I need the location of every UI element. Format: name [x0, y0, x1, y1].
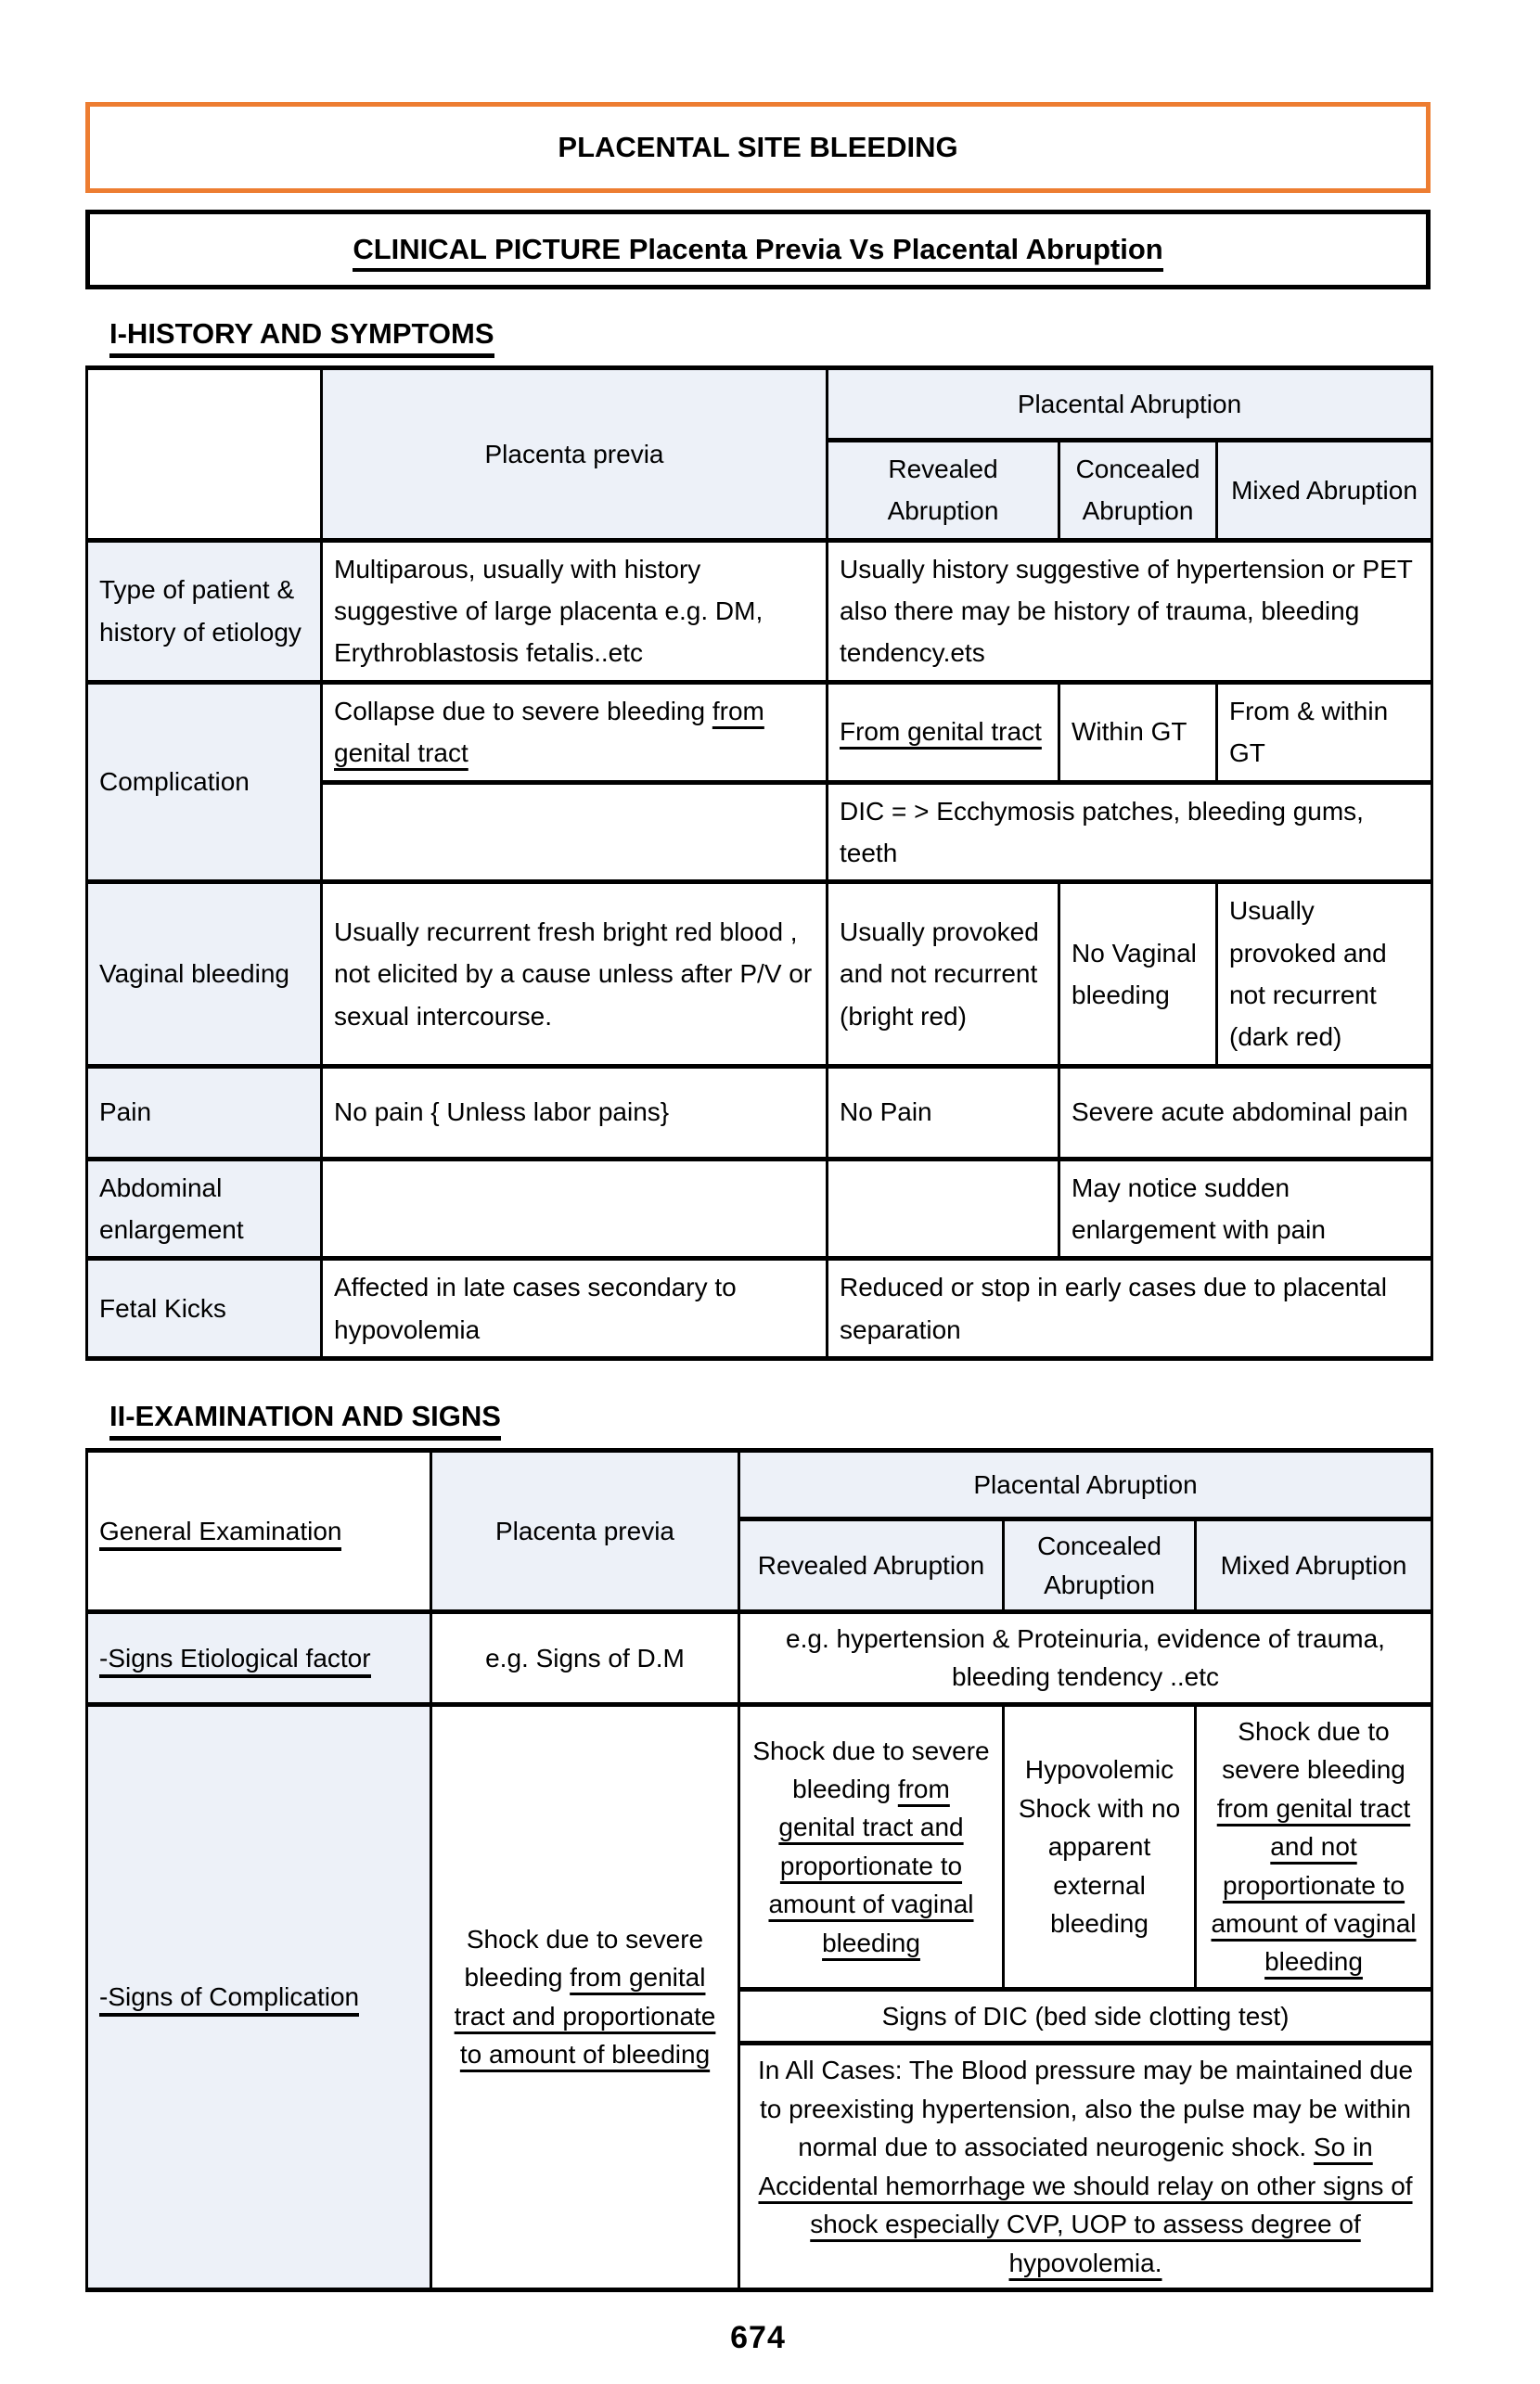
- t1-header-revealed: Revealed Abruption: [828, 441, 1059, 541]
- t1-row-complication-label: Complication: [87, 682, 322, 881]
- t1-abdominal-previa-cell: [322, 1159, 828, 1259]
- t1-header-placental-abruption: Placental Abruption: [828, 368, 1432, 441]
- t1-vaginal-concealed-cell: No Vaginal bleeding: [1059, 882, 1217, 1066]
- t2-header-concealed: Concealed Abruption: [1004, 1519, 1196, 1612]
- t2-complication-concealed-cell: Hypovolemic Shock with no apparent external bleeding: [1004, 1704, 1196, 1989]
- section-heading-examination: II-EXAMINATION AND SIGNS: [109, 1400, 1431, 1433]
- t2-etiological-abruption-cell: e.g. hypertension & Proteinuria, evidence of trauma, bleeding tendency ..etc: [739, 1611, 1432, 1704]
- history-symptoms-table: [85, 365, 1433, 1361]
- t1-fetal-previa-cell: Affected in late cases secondary to hypovolemia: [322, 1259, 828, 1359]
- t2-header-revealed: Revealed Abruption: [739, 1519, 1004, 1612]
- examination-signs-table: [85, 1448, 1433, 2292]
- t2-header-mixed: Mixed Abruption: [1196, 1519, 1432, 1612]
- t1-complication-previa-cell: Collapse due to severe bleeding from genital tract: [322, 682, 828, 782]
- t1-fetal-abruption-cell: Reduced or stop in early cases due to placental separation: [828, 1259, 1432, 1359]
- t2-complication-revealed-cell: Shock due to severe bleeding from genital tract and proportionate to amount of vaginal bleeding: [739, 1704, 1004, 1989]
- t1-vaginal-revealed-cell: Usually provoked and not recurrent (bright red): [828, 882, 1059, 1066]
- t1-header-mixed: Mixed Abruption: [1217, 441, 1432, 541]
- t1-row-vaginal-label: Vaginal bleeding: [87, 882, 322, 1066]
- t2-complication-mixed-cell: Shock due to severe bleeding from genital tract and not proportionate to amount of vaginal bleeding: [1196, 1704, 1432, 1989]
- t1-type-previa-cell: Multiparous, usually with history suggestive of large placenta e.g. DM, Erythroblastosis fetalis..etc: [322, 540, 828, 682]
- t1-complication-previa-empty-cell: [322, 782, 828, 882]
- t2-complication-all-cases-cell: In All Cases: The Blood pressure may be maintained due to preexisting hypertension, also the pulse may be within normal due to associated neurogenic shock. So in Accidental hemorrhage we should relay on other signs of shock especially CVP, UOP to assess degree of hypovolemia.: [739, 2044, 1432, 2290]
- t1-row-abdominal-label: Abdominal enlargement: [87, 1159, 322, 1259]
- t1-pain-revealed-cell: No Pain: [828, 1066, 1059, 1159]
- title-box: [85, 102, 1431, 193]
- subtitle-box: [85, 210, 1431, 289]
- t1-type-abruption-cell: Usually history suggestive of hypertension or PET also there may be history of trauma, bleeding tendency.ets: [828, 540, 1432, 682]
- t1-row-fetal-label: Fetal Kicks: [87, 1259, 322, 1359]
- t2-header-placenta-previa: Placenta previa: [431, 1451, 739, 1612]
- page-title: PLACENTAL SITE BLEEDING: [558, 131, 958, 163]
- t1-row-type-label: Type of patient & history of etiology: [87, 540, 322, 682]
- page-subtitle: CLINICAL PICTURE Placenta Previa Vs Placental Abruption: [353, 233, 1162, 272]
- t2-row-complication-label: -Signs of Complication: [87, 1704, 431, 2289]
- t1-abdominal-concealed-mixed-cell: May notice sudden enlargement with pain: [1059, 1159, 1432, 1259]
- t1-row-pain-label: Pain: [87, 1066, 322, 1159]
- t1-complication-concealed-cell: Within GT: [1059, 682, 1217, 782]
- t1-corner-cell: [87, 368, 322, 541]
- t1-abdominal-revealed-cell: [828, 1159, 1059, 1259]
- t2-complication-previa-cell: Shock due to severe bleeding from genital tract and proportionate to amount of bleeding: [431, 1704, 739, 2289]
- t2-header-placental-abruption: Placental Abruption: [739, 1451, 1432, 1519]
- t2-row-etiological-label: -Signs Etiological factor: [87, 1611, 431, 1704]
- t2-header-general-examination: General Examination: [87, 1451, 431, 1612]
- t1-header-placenta-previa: Placenta previa: [322, 368, 828, 541]
- page-number: 674: [730, 2319, 786, 2355]
- t1-header-concealed: Concealed Abruption: [1059, 441, 1217, 541]
- t1-complication-mixed-cell: From & within GT: [1217, 682, 1432, 782]
- t2-etiological-previa-cell: e.g. Signs of D.M: [431, 1611, 739, 1704]
- t1-pain-concealed-mixed-cell: Severe acute abdominal pain: [1059, 1066, 1432, 1159]
- t1-pain-previa-cell: No pain { Unless labor pains}: [322, 1066, 828, 1159]
- section-heading-history: I-HISTORY AND SYMPTOMS: [109, 317, 1431, 351]
- t1-vaginal-mixed-cell: Usually provoked and not recurrent (dark red): [1217, 882, 1432, 1066]
- t1-complication-revealed-cell: From genital tract: [828, 682, 1059, 782]
- t1-complication-dic-cell: DIC = > Ecchymosis patches, bleeding gums, teeth: [828, 782, 1432, 882]
- t1-vaginal-previa-cell: Usually recurrent fresh bright red blood , not elicited by a cause unless after P/V or sexual intercourse.: [322, 882, 828, 1066]
- t2-complication-dic-cell: Signs of DIC (bed side clotting test): [739, 1989, 1432, 2043]
